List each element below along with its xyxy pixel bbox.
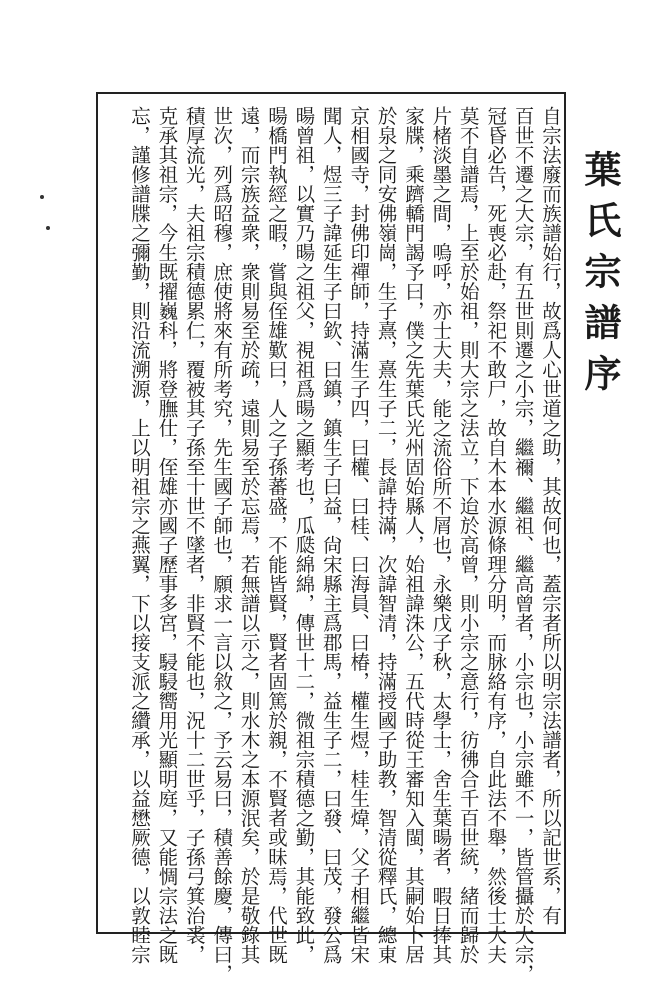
text-column: 暘橋門執經之暇，嘗與侄雄歎曰，人之子孫蕃盛，不能皆賢，賢者固篤於親，不賢者或昧焉，代世既 — [265, 106, 288, 964]
ink-speck — [40, 195, 44, 199]
text-column: 冠昏必告，死喪必赴，祭祀不敢尸，故自木本水源條理分明，而脉絡有序，自此法不舉，然後士大夫 — [484, 106, 508, 964]
text-column: 片楮淡墨之間，嗚呼，亦士大夫，能之流俗所不屑也，永樂戊子秋，太學士，舍生葉暘者，暇日捧其 — [429, 106, 453, 964]
text-column: 克承其祖宗，今生既擢巍科，將登膴仕，侄雄亦國子歷事多宮，駸駸嚮用光顯明庭，又能惆宗法之既 — [155, 106, 179, 964]
text-column: 百世不遷之大宗，有五世則遷之小宗，繼禰、繼祖、繼高曾者，小宗也，小宗雖不一，皆管攝於大宗， — [511, 106, 535, 984]
text-column: 莫不自譜焉，上至於始祖，則大宗之法立，下迨於高曾，則小宗之意行，彷彿合千百世統，緒而歸於 — [456, 106, 480, 964]
text-column: 於泉之同安佛嶺崗，生子熹，熹生子二，長諱持滿，次諱智清，持滿授國子助教，智清從釋氏，總東 — [374, 106, 398, 964]
ink-speck — [46, 226, 50, 230]
text-column: 忘，謹修譜牒之彌勤，則沿流溯源，上以明祖宗之燕翼，下以接支派之纘承，以益懋厥德，以敦睦宗 — [128, 106, 151, 964]
text-column: 世次，列爲昭穆，庶使將來有所考究，先生國子師也，願求一言以敘之，予云易曰，積善餘慶，傳曰， — [210, 106, 234, 984]
text-column: 暘曾祖，以實乃暘之祖父，視祖爲暘之顯考也，瓜瓞綿綿，傳世十二，微祖宗積德之勤，其能致此， — [292, 106, 316, 964]
text-column: 家牒，乘躋轎門謁予曰，僕之先葉氏光州固始縣人，始祖諱洙公，五代時從王審知入閩，其嗣始卜居 — [402, 106, 425, 964]
text-column: 聞人，煜三子諱延生子曰欽、曰鎮，鎮生子曰益，尙宋縣主爲郡馬，益生子二，曰發、曰茂，發公爲 — [319, 106, 343, 964]
text-column: 積厚流光，夫祖宗積德累仁，覆被其子孫至十世不墜者，非賢不能也，況十二世乎，子孫弓箕治裘， — [182, 106, 206, 964]
page-title: 葉氏宗譜序 — [578, 150, 622, 405]
text-column: 自宗法廢而族譜始行，故爲人心世道之助，其故何也，蓋宗者所以明宗法譜者，所以記世系，有 — [539, 106, 562, 925]
text-column: 遠，而宗族益衆，衆則易至於疏，遠則易至於忘焉，若無譜以示之，則水木之本源泯矣，於是敬錄其 — [237, 106, 261, 964]
text-column: 京相國寺，封佛印禪師，持滿生子四，曰權、曰桂、曰海員、曰椿，權生煜，桂生煒，父子相繼皆宋 — [347, 106, 371, 964]
